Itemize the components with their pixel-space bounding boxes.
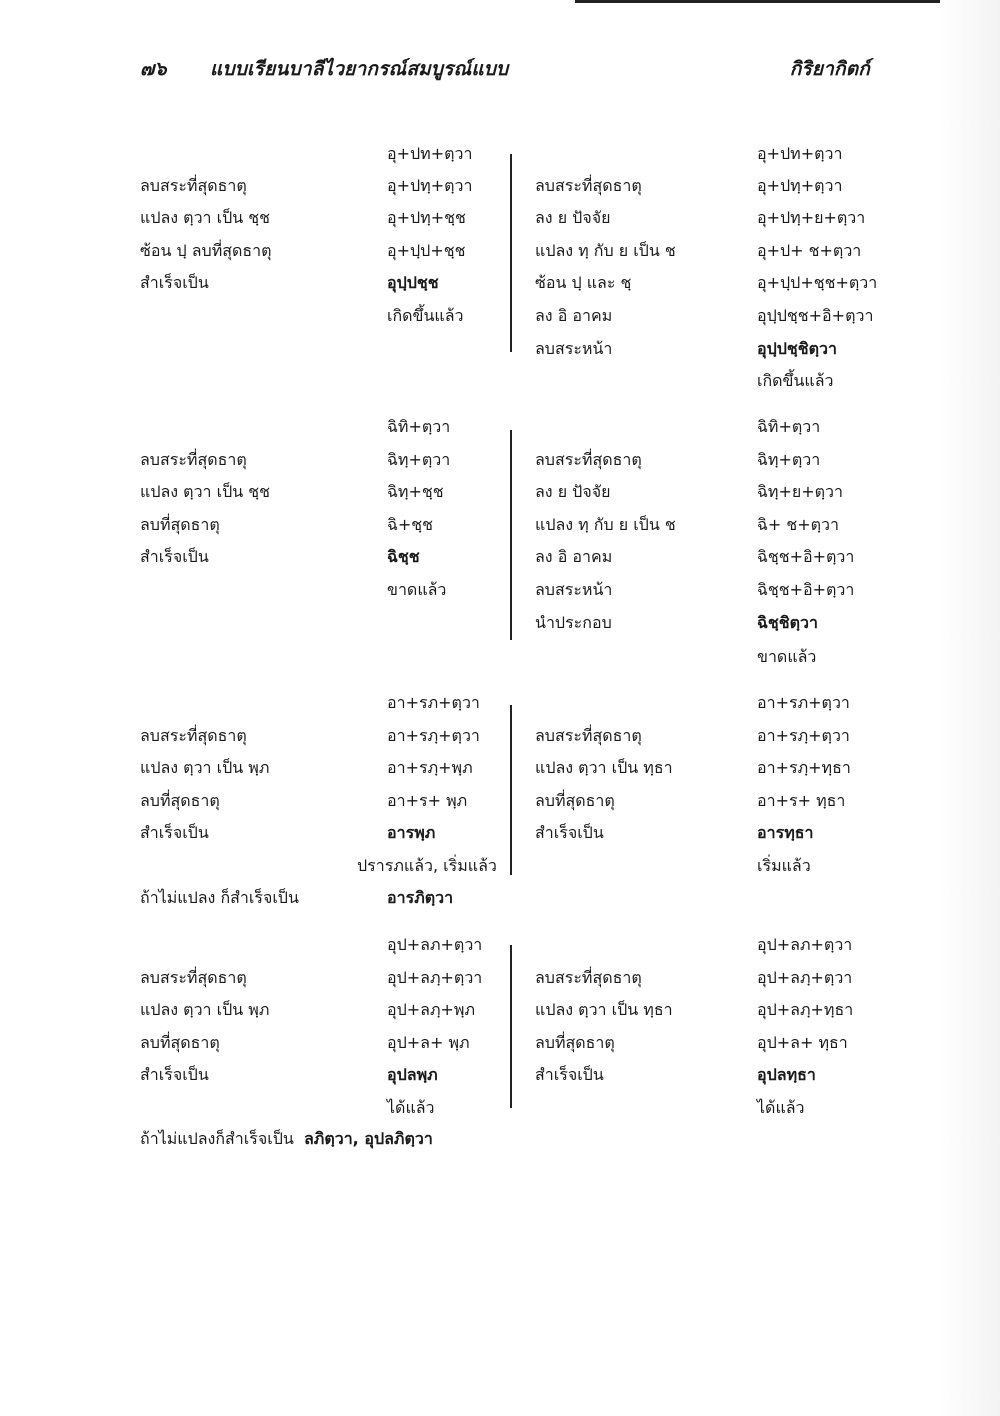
step-label: ลบสระที่สุดธาตุ xyxy=(535,968,642,987)
step-value: ฉิชฺช+อิ+ตฺวา xyxy=(757,547,855,566)
step-value: อุ+ปท+ตฺวา xyxy=(757,144,843,163)
step-label: ลง ย ปัจจัย xyxy=(535,208,611,227)
step-label: แปลง ตฺวา เป็น พฺภ xyxy=(140,758,270,777)
step-label: ลบที่สุดธาตุ xyxy=(140,515,220,534)
meaning: เริ่มแล้ว xyxy=(757,856,811,875)
step-label: สำเร็จเป็น xyxy=(140,547,209,566)
meaning: ปรารภแล้ว, เริ่มแล้ว xyxy=(357,856,497,875)
step-label: ลง ย ปัจจัย xyxy=(535,482,611,501)
step-value: อุป+ลภ+ตฺวา xyxy=(757,935,853,954)
step-label: แปลง ตฺวา เป็น ชฺช xyxy=(140,482,270,501)
column-divider xyxy=(510,154,512,352)
step-value: อุป+ลภฺ+ทฺธา xyxy=(757,1000,854,1019)
step-value: อุ+ปฺป+ชฺช+ตฺวา xyxy=(757,273,878,292)
step-value: อุ+ป+ ช+ตฺวา xyxy=(757,241,862,260)
result-word: ฉิชฺช xyxy=(387,547,420,566)
page-edge-shadow xyxy=(940,0,1000,1416)
step-value: ฉิทฺ+ตฺวา xyxy=(387,450,451,469)
step-label: สำเร็จเป็น xyxy=(140,1065,209,1084)
meaning: ได้แล้ว xyxy=(387,1098,435,1117)
step-value: อุป+ล+ พฺภ xyxy=(387,1033,470,1052)
step-label: ลบสระที่สุดธาตุ xyxy=(140,968,247,987)
step-value: อุป+ลภฺ+ตฺวา xyxy=(387,968,483,987)
step-label: ซ้อน ปฺ และ ชฺ xyxy=(535,273,632,292)
step-label: ลบสระที่สุดธาตุ xyxy=(535,450,642,469)
step-value: อุ+ปทฺ+ตฺวา xyxy=(757,176,843,195)
step-value: อา+รภฺ+ทฺธา xyxy=(757,758,851,777)
result-word: ฉิชฺชิตฺวา xyxy=(757,613,818,632)
step-value: อุ+ปทฺ+ชฺช xyxy=(387,208,466,227)
step-value: อา+รภ+ตฺวา xyxy=(387,693,480,712)
result-word: อารพฺภ xyxy=(387,823,436,842)
result-word: อุปลทฺธา xyxy=(757,1065,816,1084)
step-label: แปลง ตฺวา เป็น พฺภ xyxy=(140,1000,270,1019)
meaning: เกิดขึ้นแล้ว xyxy=(387,306,464,325)
step-value: อา+รภ+ตฺวา xyxy=(757,693,850,712)
step-label: แปลง ทฺ กับ ย เป็น ช xyxy=(535,515,676,534)
step-value: ฉิ+ ช+ตฺวา xyxy=(757,515,840,534)
step-value: อุป+ลภฺ+พฺภ xyxy=(387,1000,476,1019)
step-value: ฉิทฺ+ย+ตฺวา xyxy=(757,482,843,501)
step-value: อุ+ปทฺ+ตฺวา xyxy=(387,176,473,195)
step-label: ลบสระที่สุดธาตุ xyxy=(140,726,247,745)
step-value: อุปฺปชฺช+อิ+ตฺวา xyxy=(757,306,874,325)
meaning: เกิดขึ้นแล้ว xyxy=(757,371,834,390)
step-label: แปลง ตฺวา เป็น ทฺธา xyxy=(535,1000,673,1019)
step-label: แปลง ตฺวา เป็น ชฺช xyxy=(140,208,270,227)
alt-result-label: ถ้าไม่แปลง ก็สำเร็จเป็น xyxy=(140,888,299,907)
meaning: ขาดแล้ว xyxy=(757,647,817,666)
step-label: ลง อิ อาคม xyxy=(535,306,613,325)
footnote-value: ลภิตฺวา, อุปลภิตฺวา xyxy=(303,1129,433,1148)
step-label: ซ้อน ปฺ ลบที่สุดธาตุ xyxy=(140,241,272,260)
step-value: อุป+ล+ ทฺธา xyxy=(757,1033,848,1052)
step-label: สำเร็จเป็น xyxy=(140,823,209,842)
step-value: อุป+ลภฺ+ตฺวา xyxy=(757,968,853,987)
step-label: สำเร็จเป็น xyxy=(140,273,209,292)
step-label: สำเร็จเป็น xyxy=(535,1065,604,1084)
step-label: ลง อิ อาคม xyxy=(535,547,613,566)
book-title: แบบเรียนบาลีไวยากรณ์สมบูรณ์แบบ xyxy=(210,58,509,80)
step-label: ลบสระที่สุดธาตุ xyxy=(140,176,247,195)
footnote-label: ถ้าไม่แปลงก็สำเร็จเป็น xyxy=(140,1129,294,1148)
step-value: ฉิทิ+ตฺวา xyxy=(757,417,821,436)
step-value: ฉิ+ชฺช xyxy=(387,515,434,534)
step-label: แปลง ตฺวา เป็น ทฺธา xyxy=(535,758,673,777)
step-value: ฉิทฺ+ตฺวา xyxy=(757,450,821,469)
step-label: ลบสระที่สุดธาตุ xyxy=(535,176,642,195)
result-word: อุปฺปชฺช xyxy=(387,273,439,292)
step-value: ฉิชฺช+อิ+ตฺวา xyxy=(757,580,855,599)
step-value: อา+ร+ ทฺธา xyxy=(757,791,846,810)
top-rule xyxy=(575,0,940,3)
footnote xyxy=(140,1128,433,1150)
alt-result-word: อารภิตฺวา xyxy=(387,888,454,907)
step-value: อุ+ปทฺ+ย+ตฺวา xyxy=(757,208,866,227)
step-value: ฉิทิ+ตฺวา xyxy=(387,417,451,436)
column-divider xyxy=(510,430,512,640)
step-value: อา+ร+ พฺภ xyxy=(387,791,468,810)
step-label: ลบสระที่สุดธาตุ xyxy=(140,450,247,469)
column-divider xyxy=(510,705,512,875)
step-value: อา+รภฺ+ตฺวา xyxy=(757,726,850,745)
step-label: ลบสระหน้า xyxy=(535,580,613,599)
step-label: ลบสระหน้า xyxy=(535,339,613,358)
meaning: ได้แล้ว xyxy=(757,1098,805,1117)
column-divider xyxy=(510,945,512,1108)
step-label: ลบที่สุดธาตุ xyxy=(140,1033,220,1052)
result-word: อุปฺปชฺชิตฺวา xyxy=(757,339,837,358)
step-value: อุ+ปฺป+ชฺช xyxy=(387,241,466,260)
step-label: นำประกอบ xyxy=(535,613,612,632)
step-label: แปลง ทฺ กับ ย เป็น ช xyxy=(535,241,676,260)
step-label: ลบที่สุดธาตุ xyxy=(140,791,220,810)
step-value: อา+รภฺ+ตฺวา xyxy=(387,726,480,745)
step-value: อุป+ลภ+ตฺวา xyxy=(387,935,483,954)
meaning: ขาดแล้ว xyxy=(387,580,447,599)
result-word: อุปลพฺภ xyxy=(387,1065,438,1084)
step-label: ลบที่สุดธาตุ xyxy=(535,1033,615,1052)
step-value: อา+รภฺ+พฺภ xyxy=(387,758,473,777)
step-label: ลบที่สุดธาตุ xyxy=(535,791,615,810)
step-label: สำเร็จเป็น xyxy=(535,823,604,842)
page-number: ๗๖ xyxy=(140,58,167,80)
step-value: ฉิทฺ+ชฺช xyxy=(387,482,444,501)
chapter-title: กิริยากิตก์ xyxy=(789,58,870,80)
step-label: ลบสระที่สุดธาตุ xyxy=(535,726,642,745)
step-value: อุ+ปท+ตฺวา xyxy=(387,144,473,163)
result-word: อารทฺธา xyxy=(757,823,814,842)
